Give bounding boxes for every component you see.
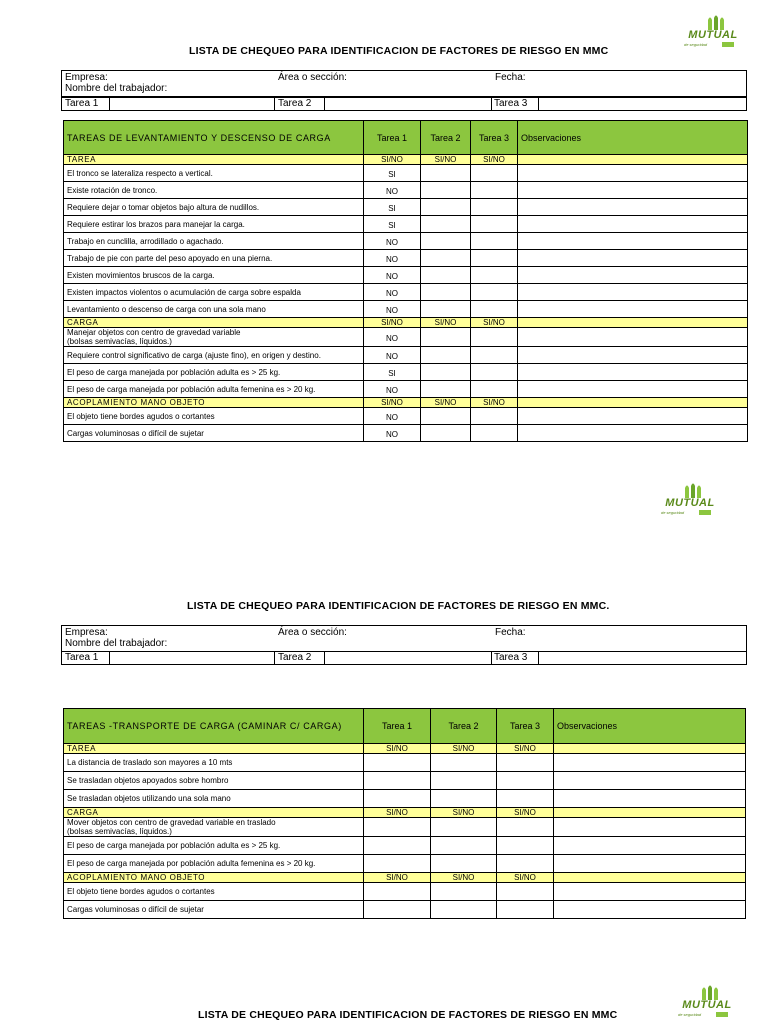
answer-tarea-2 xyxy=(421,425,471,442)
observaciones-cell xyxy=(518,425,748,442)
section-obs xyxy=(554,744,746,754)
logo-subtitle: de seguridad xyxy=(661,510,685,515)
checklist-table-lifting xyxy=(63,120,748,442)
answer-tarea-3 xyxy=(471,425,518,442)
question-text: Trabajo de pie con parte del peso apoyado en una pierna. xyxy=(67,253,273,263)
answer-tarea-3 xyxy=(471,165,518,182)
answer-tarea-1: SI xyxy=(364,364,421,381)
answer-tarea-2 xyxy=(431,818,497,837)
observaciones-cell xyxy=(518,381,748,398)
observaciones-cell xyxy=(518,165,748,182)
logo-mark-icon xyxy=(706,14,728,30)
page-title: LISTA DE CHEQUEO PARA IDENTIFICACION DE FACTORES DE RIESGO EN MMC. xyxy=(187,600,610,612)
logo-subtitle: de seguridad xyxy=(678,1012,702,1017)
answer-tarea-2 xyxy=(431,837,497,855)
observaciones-cell xyxy=(554,855,746,873)
answer-tarea-2 xyxy=(421,199,471,216)
answer-tarea-2 xyxy=(421,347,471,364)
table-row xyxy=(64,165,748,182)
logo-wordmark: MUTUAL xyxy=(688,29,738,41)
answer-tarea-3 xyxy=(471,199,518,216)
section-col-header: SI/NO xyxy=(497,808,554,818)
observaciones-cell xyxy=(518,250,748,267)
table-header-row xyxy=(64,121,748,155)
answer-tarea-3 xyxy=(471,216,518,233)
section-row xyxy=(64,744,746,754)
mutual-logo xyxy=(678,14,748,54)
answer-tarea-3 xyxy=(471,301,518,318)
page-title: LISTA DE CHEQUEO PARA IDENTIFICACION DE FACTORES DE RIESGO EN MMC xyxy=(189,45,609,57)
section-obs xyxy=(554,808,746,818)
area-label: Área o sección: xyxy=(278,72,347,83)
section-label: ACOPLAMIENTO MANO OBJETO xyxy=(64,398,364,408)
question-text: Manejar objetos con centro de gravedad variable xyxy=(67,328,241,337)
answer-tarea-1 xyxy=(364,837,431,855)
question-text: Existe rotación de tronco. xyxy=(67,185,158,195)
tarea3-label: Tarea 3 xyxy=(494,652,528,663)
table-row xyxy=(64,250,748,267)
info-box xyxy=(61,70,747,97)
tarea3-label: Tarea 3 xyxy=(494,98,528,109)
section-col-header: SI/NO xyxy=(497,744,554,754)
question-cell xyxy=(64,250,364,267)
header-tarea-2: Tarea 2 xyxy=(431,709,497,744)
question-text: El peso de carga manejada por población adulta femenina es > 20 kg. xyxy=(67,384,316,394)
observaciones-cell xyxy=(518,347,748,364)
table-row xyxy=(64,837,746,855)
tarea-row xyxy=(61,97,747,111)
answer-tarea-3 xyxy=(497,790,554,808)
answer-tarea-1: NO xyxy=(364,250,421,267)
section-col-header: SI/NO xyxy=(364,873,431,883)
answer-tarea-2 xyxy=(421,301,471,318)
section-col-header: SI/NO xyxy=(471,318,518,328)
question-text: El tronco se lateraliza respecto a vertical. xyxy=(67,168,213,178)
fecha-label: Fecha: xyxy=(495,627,526,638)
answer-tarea-1: NO xyxy=(364,347,421,364)
answer-tarea-1 xyxy=(364,772,431,790)
question-text: Trabajo en cunclilla, arrodillado o agachado. xyxy=(67,236,224,246)
trabajador-label: Nombre del trabajador: xyxy=(65,638,168,649)
question-text: Requiere control significativo de carga (ajuste fino), en origen y destino. xyxy=(67,350,321,360)
answer-tarea-3 xyxy=(497,837,554,855)
answer-tarea-2 xyxy=(421,182,471,199)
observaciones-cell xyxy=(554,790,746,808)
section-col-header: SI/NO xyxy=(431,744,497,754)
tarea2-label: Tarea 2 xyxy=(278,98,312,109)
header-tarea-3: Tarea 3 xyxy=(471,121,518,155)
section-col-header: SI/NO xyxy=(421,398,471,408)
header-tarea-2: Tarea 2 xyxy=(421,121,471,155)
question-cell xyxy=(64,408,364,425)
table-row xyxy=(64,364,748,381)
question-text: Requiere estirar los brazos para manejar la carga. xyxy=(67,219,245,229)
question-text: Requiere dejar o tomar objetos bajo altura de nudillos. xyxy=(67,202,260,212)
table-row xyxy=(64,347,748,364)
question-text: Cargas voluminosas o difícil de sujetar xyxy=(67,905,204,914)
checklist-table-transport xyxy=(63,708,746,919)
logo-tag xyxy=(722,42,734,47)
question-cell xyxy=(64,233,364,250)
table-row xyxy=(64,381,748,398)
observaciones-cell xyxy=(518,267,748,284)
question-text: El objeto tiene bordes agudos o cortantes xyxy=(67,887,215,896)
observaciones-cell xyxy=(554,837,746,855)
table-row xyxy=(64,408,748,425)
logo-mark-icon xyxy=(683,482,705,498)
answer-tarea-1: NO xyxy=(364,381,421,398)
observaciones-cell xyxy=(554,818,746,837)
answer-tarea-1: NO xyxy=(364,284,421,301)
answer-tarea-2 xyxy=(431,855,497,873)
answer-tarea-3 xyxy=(497,818,554,837)
answer-tarea-1 xyxy=(364,790,431,808)
header-tarea-1: Tarea 1 xyxy=(364,121,421,155)
section-label: CARGA xyxy=(64,808,364,818)
section-col-header: SI/NO xyxy=(364,155,421,165)
section-obs xyxy=(554,873,746,883)
tarea2-label: Tarea 2 xyxy=(278,652,312,663)
section-row xyxy=(64,155,748,165)
answer-tarea-3 xyxy=(471,364,518,381)
header-observaciones: Observaciones xyxy=(518,121,748,155)
table-row xyxy=(64,328,748,347)
header-tarea-1: Tarea 1 xyxy=(364,709,431,744)
table-row xyxy=(64,267,748,284)
answer-tarea-3 xyxy=(471,250,518,267)
observaciones-cell xyxy=(554,901,746,919)
answer-tarea-2 xyxy=(431,790,497,808)
question-cell xyxy=(64,883,364,901)
answer-tarea-1 xyxy=(364,754,431,772)
logo-tag xyxy=(716,1012,728,1017)
answer-tarea-3 xyxy=(471,347,518,364)
section-col-header: SI/NO xyxy=(364,808,431,818)
question-text: Se trasladan objetos utilizando una sola mano xyxy=(67,794,231,803)
table-row xyxy=(64,233,748,250)
question-cell xyxy=(64,328,364,347)
question-text: La distancia de traslado son mayores a 10 mts xyxy=(67,758,233,767)
observaciones-cell xyxy=(518,233,748,250)
section-col-header: SI/NO xyxy=(421,318,471,328)
table-row xyxy=(64,425,748,442)
question-cell xyxy=(64,165,364,182)
question-cell xyxy=(64,772,364,790)
answer-tarea-2 xyxy=(421,364,471,381)
table-row xyxy=(64,301,748,318)
question-text: Levantamiento o descenso de carga con una sola mano xyxy=(67,304,266,314)
table-row xyxy=(64,199,748,216)
logo-mark-icon xyxy=(700,984,722,1000)
mutual-logo xyxy=(655,482,725,522)
area-label: Área o sección: xyxy=(278,627,347,638)
answer-tarea-3 xyxy=(471,267,518,284)
page-title: LISTA DE CHEQUEO PARA IDENTIFICACION DE FACTORES DE RIESGO EN MMC xyxy=(198,1009,618,1021)
answer-tarea-3 xyxy=(497,901,554,919)
answer-tarea-1 xyxy=(364,901,431,919)
question-cell xyxy=(64,837,364,855)
answer-tarea-1: SI xyxy=(364,165,421,182)
fecha-label: Fecha: xyxy=(495,72,526,83)
question-cell xyxy=(64,216,364,233)
trabajador-label: Nombre del trabajador: xyxy=(65,83,168,94)
answer-tarea-3 xyxy=(471,381,518,398)
question-cell xyxy=(64,790,364,808)
answer-tarea-1: SI xyxy=(364,216,421,233)
observaciones-cell xyxy=(518,328,748,347)
answer-tarea-2 xyxy=(421,250,471,267)
answer-tarea-1 xyxy=(364,818,431,837)
table-header-row xyxy=(64,709,746,744)
question-text: El objeto tiene bordes agudos o cortantes xyxy=(67,411,215,421)
answer-tarea-3 xyxy=(471,182,518,199)
answer-tarea-2 xyxy=(421,267,471,284)
question-text: Cargas voluminosas o difícil de sujetar xyxy=(67,428,204,438)
table-row xyxy=(64,818,746,837)
answer-tarea-3 xyxy=(497,855,554,873)
section-label: ACOPLAMIENTO MANO OBJETO xyxy=(64,873,364,883)
answer-tarea-3 xyxy=(497,883,554,901)
mutual-logo xyxy=(672,984,742,1024)
header-observaciones: Observaciones xyxy=(554,709,746,744)
table-row xyxy=(64,216,748,233)
answer-tarea-2 xyxy=(421,233,471,250)
section-col-header: SI/NO xyxy=(431,873,497,883)
answer-tarea-2 xyxy=(421,328,471,347)
answer-tarea-3 xyxy=(497,754,554,772)
logo-wordmark: MUTUAL xyxy=(682,999,732,1011)
empresa-label: Empresa: xyxy=(65,627,108,638)
question-text: El peso de carga manejada por población adulta es > 25 kg. xyxy=(67,367,281,377)
answer-tarea-2 xyxy=(431,754,497,772)
table-row xyxy=(64,182,748,199)
question-text: El peso de carga manejada por población adulta femenina es > 20 kg. xyxy=(67,859,316,868)
question-text: Mover objetos con centro de gravedad variable en traslado xyxy=(67,818,276,827)
answer-tarea-3 xyxy=(497,772,554,790)
tarea1-label: Tarea 1 xyxy=(65,652,99,663)
tarea-row xyxy=(61,651,747,665)
answer-tarea-2 xyxy=(431,901,497,919)
section-label: TAREA xyxy=(64,744,364,754)
answer-tarea-2 xyxy=(421,408,471,425)
section-row xyxy=(64,318,748,328)
question-cell xyxy=(64,182,364,199)
answer-tarea-2 xyxy=(421,165,471,182)
question-cell xyxy=(64,818,364,837)
observaciones-cell xyxy=(518,182,748,199)
table-row xyxy=(64,790,746,808)
section-obs xyxy=(518,155,748,165)
table-row xyxy=(64,855,746,873)
answer-tarea-1: NO xyxy=(364,328,421,347)
question-cell xyxy=(64,855,364,873)
question-cell xyxy=(64,267,364,284)
table-row xyxy=(64,284,748,301)
answer-tarea-1: NO xyxy=(364,425,421,442)
answer-tarea-1: NO xyxy=(364,408,421,425)
header-title: TAREAS -TRANSPORTE DE CARGA (CAMINAR C/ CARGA) xyxy=(64,709,364,744)
table-row xyxy=(64,901,746,919)
section-col-header: SI/NO xyxy=(364,744,431,754)
section-col-header: SI/NO xyxy=(364,318,421,328)
question-cell xyxy=(64,754,364,772)
answer-tarea-1: SI xyxy=(364,199,421,216)
section-row xyxy=(64,398,748,408)
empresa-label: Empresa: xyxy=(65,72,108,83)
question-text: Existen impactos violentos o acumulación de carga sobre espalda xyxy=(67,287,301,297)
section-col-header: SI/NO xyxy=(421,155,471,165)
answer-tarea-3 xyxy=(471,408,518,425)
answer-tarea-1: NO xyxy=(364,182,421,199)
answer-tarea-1: NO xyxy=(364,301,421,318)
observaciones-cell xyxy=(518,364,748,381)
answer-tarea-2 xyxy=(431,883,497,901)
question-cell xyxy=(64,199,364,216)
observaciones-cell xyxy=(518,284,748,301)
observaciones-cell xyxy=(518,216,748,233)
question-text-line2: (bolsas semivacías, líquidos.) xyxy=(67,337,172,346)
logo-wordmark: MUTUAL xyxy=(665,497,715,509)
table-row xyxy=(64,772,746,790)
section-col-header: SI/NO xyxy=(471,398,518,408)
answer-tarea-1 xyxy=(364,855,431,873)
answer-tarea-2 xyxy=(421,284,471,301)
table-row xyxy=(64,754,746,772)
section-obs xyxy=(518,318,748,328)
answer-tarea-2 xyxy=(421,216,471,233)
section-row xyxy=(64,808,746,818)
question-cell xyxy=(64,381,364,398)
observaciones-cell xyxy=(554,754,746,772)
answer-tarea-3 xyxy=(471,233,518,250)
question-text: Existen movimientos bruscos de la carga. xyxy=(67,270,215,280)
section-label: CARGA xyxy=(64,318,364,328)
section-col-header: SI/NO xyxy=(364,398,421,408)
section-row xyxy=(64,873,746,883)
section-col-header: SI/NO xyxy=(431,808,497,818)
header-title: TAREAS DE LEVANTAMIENTO Y DESCENSO DE CARGA xyxy=(64,121,364,155)
observaciones-cell xyxy=(554,883,746,901)
logo-tag xyxy=(699,510,711,515)
section-col-header: SI/NO xyxy=(497,873,554,883)
info-box xyxy=(61,625,747,652)
observaciones-cell xyxy=(554,772,746,790)
answer-tarea-3 xyxy=(471,284,518,301)
tarea1-label: Tarea 1 xyxy=(65,98,99,109)
section-obs xyxy=(518,398,748,408)
answer-tarea-1: NO xyxy=(364,233,421,250)
answer-tarea-3 xyxy=(471,328,518,347)
observaciones-cell xyxy=(518,408,748,425)
answer-tarea-1 xyxy=(364,883,431,901)
table-row xyxy=(64,883,746,901)
question-cell xyxy=(64,364,364,381)
section-col-header: SI/NO xyxy=(471,155,518,165)
answer-tarea-2 xyxy=(421,381,471,398)
section-label: TAREA xyxy=(64,155,364,165)
question-cell xyxy=(64,425,364,442)
question-text: El peso de carga manejada por población adulta es > 25 kg. xyxy=(67,841,281,850)
logo-subtitle: de seguridad xyxy=(684,42,708,47)
question-cell xyxy=(64,301,364,318)
answer-tarea-1: NO xyxy=(364,267,421,284)
question-text-line2: (bolsas semivacías, líquidos.) xyxy=(67,827,172,836)
question-cell xyxy=(64,284,364,301)
observaciones-cell xyxy=(518,199,748,216)
question-text: Se trasladan objetos apoyados sobre hombro xyxy=(67,776,229,785)
observaciones-cell xyxy=(518,301,748,318)
answer-tarea-2 xyxy=(431,772,497,790)
question-cell xyxy=(64,901,364,919)
question-cell xyxy=(64,347,364,364)
header-tarea-3: Tarea 3 xyxy=(497,709,554,744)
